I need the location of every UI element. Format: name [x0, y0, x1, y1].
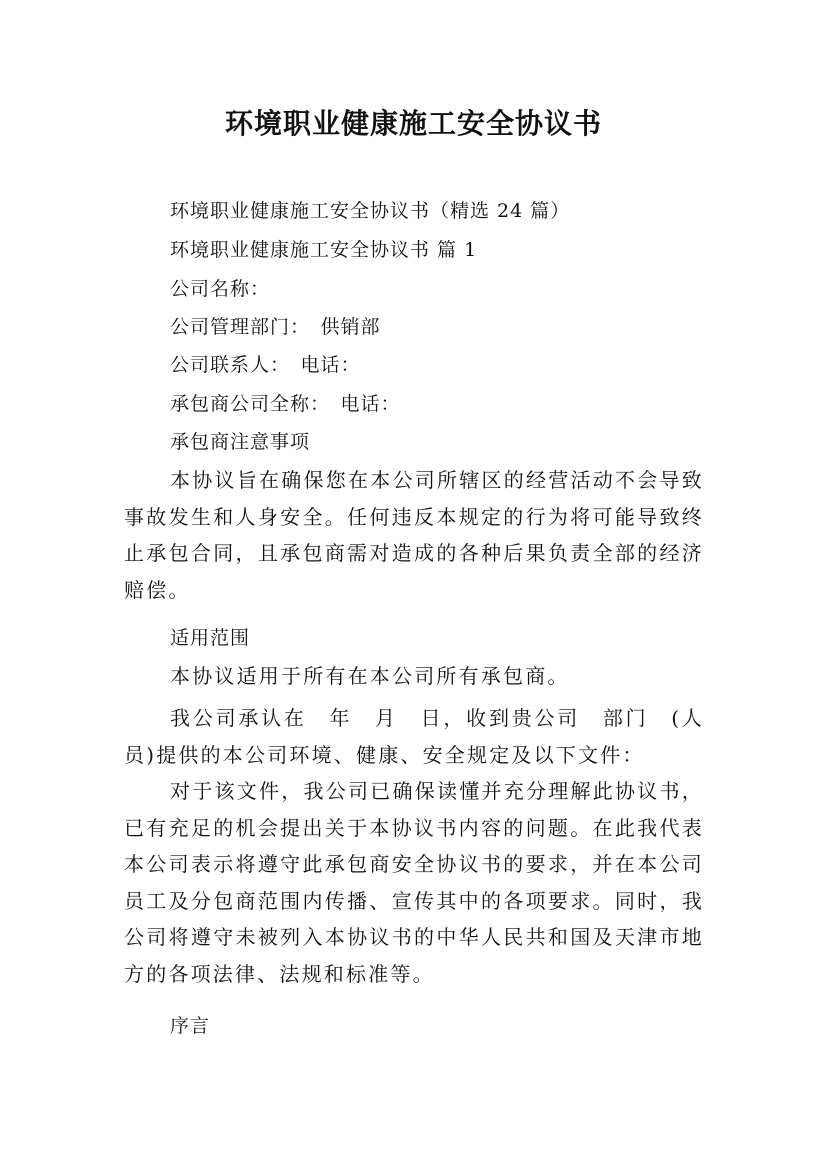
- intro-line: 环境职业健康施工安全协议书（精选 24 篇）: [170, 200, 571, 222]
- scope-heading: 适用范围: [170, 627, 251, 649]
- notes-heading: 承包商注意事项: [170, 431, 311, 453]
- acknowledge-paragraph: 我公司承认在 年 月 日，收到贵公司 部门 (人员)提供的本公司环境、健康、安全规定及以下文件：: [124, 706, 704, 767]
- notes-paragraph: 本协议旨在确保您在本公司所辖区的经营活动不会导致事故发生和人身安全。任何违反本规定的行为将可能导致终止承包合同，且承包商需对造成的各种后果负责全部的经济赔偿。: [124, 468, 704, 602]
- company-contact-field: 公司联系人： 电话：: [170, 354, 361, 376]
- company-name-field: 公司名称：: [170, 278, 271, 300]
- document-title: 环境职业健康施工安全协议书: [224, 107, 602, 140]
- management-dept-field: 公司管理部门： 供销部: [170, 316, 381, 338]
- contractor-name-field: 承包商公司全称： 电话：: [170, 393, 401, 415]
- chapter-heading: 环境职业健康施工安全协议书 篇 1: [170, 239, 478, 261]
- preface-heading: 序言: [170, 1015, 211, 1037]
- commitment-paragraph: 对于该文件，我公司已确保读懂并充分理解此协议书，已有充足的机会提出关于本协议书内容的问题。在此我代表本公司表示将遵守此承包商安全协议书的要求，并在本公司员工及分包商范围内传播、宣传其中的各项要求。同时，我公司将遵守未被列入本协议书的中华人民共和国及天津市地方的各项法律、法规和标准等。: [124, 779, 704, 986]
- scope-paragraph: 本协议适用于所有在本公司所有承包商。: [170, 664, 570, 688]
